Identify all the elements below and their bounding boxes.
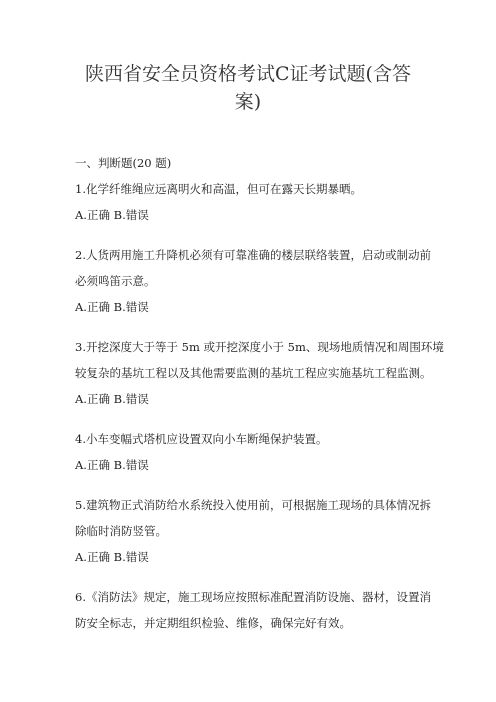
- question-5-text-line-1: 5.建筑物正式消防给水系统投入使用前，可根据施工现场的具体情况拆: [75, 498, 431, 512]
- question-3-options: A.正确 B.错误: [75, 392, 149, 406]
- question-2-text-line-1: 2.人货两用施工升降机必须有可靠准确的楼层联络装置，启动或制动前: [75, 248, 431, 262]
- question-3-text-line-1: 3.开挖深度大于等于 5m 或开挖深度小于 5m、现场地质情况和周围环境: [75, 340, 444, 354]
- question-6-text-line-2: 防安全标志，并定期组织检验、维修，确保完好有效。: [75, 616, 351, 630]
- question-4-text-line-1: 4.小车变幅式塔机应设置双向小车断绳保护装置。: [75, 432, 328, 446]
- question-2-options: A.正确 B.错误: [75, 300, 149, 314]
- question-1-text-line-1: 1.化学纤维绳应远离明火和高温，但可在露天长期暴晒。: [75, 182, 362, 196]
- question-3-text-line-2: 较复杂的基坑工程以及其他需要监测的基坑工程应实施基坑工程监测。: [75, 366, 432, 380]
- question-5-text-line-2: 除临时消防竖管。: [75, 524, 167, 538]
- question-5-options: A.正确 B.错误: [75, 550, 149, 564]
- document-title-line-1: 陕西省安全员资格考试C证考试题(含答: [85, 63, 411, 85]
- question-2-text-line-2: 必须鸣笛示意。: [75, 274, 156, 288]
- document-title-line-2: 案): [234, 91, 262, 113]
- question-6-text-line-1: 6.《消防法》规定，施工现场应按照标准配置消防设施、器材，设置消: [75, 590, 431, 604]
- question-1-options: A.正确 B.错误: [75, 208, 149, 222]
- section-heading: 一、判断题(20 题): [75, 156, 172, 170]
- question-4-options: A.正确 B.错误: [75, 458, 149, 472]
